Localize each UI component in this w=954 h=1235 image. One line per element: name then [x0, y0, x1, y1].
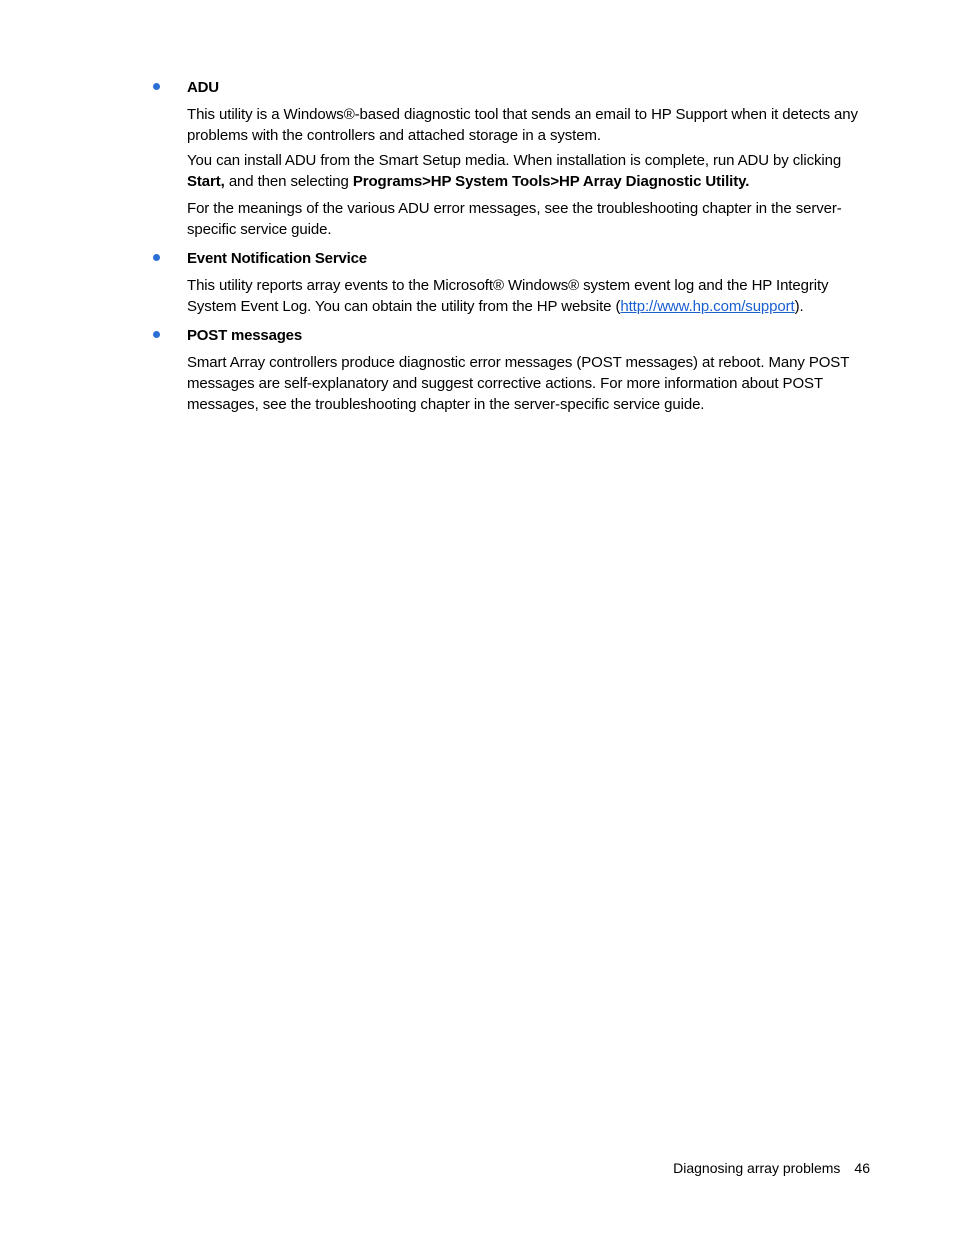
page-footer [673, 1158, 870, 1178]
heading-event-notification: Event Notification Service [187, 250, 367, 267]
section-event-notification [150, 249, 875, 317]
section-post-messages [150, 326, 875, 415]
event-notification-text-a: This utility reports array events to the Microsoft® Windows® system event log and the HP Integrity System Event Log. You can obtain the utility from the HP website ( [187, 277, 829, 315]
paragraph-event-notification [150, 275, 875, 317]
paragraph-adu-description [150, 104, 875, 146]
adu-install-menu-path: Programs>HP System Tools>HP Array Diagnostic Utility. [352, 173, 750, 190]
footer-page-number: 46 [854, 1160, 870, 1176]
post-messages-text: Smart Array controllers produce diagnostic error messages (POST messages) at reboot. Many POST messages are self-explanatory and suggest corrective actions. For more information about POST messages, see the troubleshooting chapter in the server-specific service guide. [187, 354, 849, 413]
bullet-icon [153, 83, 160, 90]
bullet-row-post-messages [150, 326, 875, 346]
footer-section-title: Diagnosing array problems [673, 1160, 841, 1176]
bullet-icon [153, 254, 160, 261]
event-notification-text-b: ). [794, 298, 804, 315]
adu-install-text-b: and then selecting [224, 173, 353, 190]
adu-description-text: This utility is a Windows®-based diagnostic tool that sends an email to HP Support when it detects any problems with the controllers and attached storage in a system. [187, 106, 858, 144]
paragraph-adu-errors [150, 198, 875, 240]
heading-adu: ADU [187, 79, 219, 96]
heading-post-messages: POST messages [187, 327, 302, 344]
bullet-row-adu [150, 78, 875, 98]
adu-install-start: Start, [187, 173, 225, 190]
hp-support-link[interactable]: http://www.hp.com/support [620, 298, 795, 315]
paragraph-adu-install [150, 150, 875, 192]
adu-errors-text: For the meanings of the various ADU error messages, see the troubleshooting chapter in the server-specific service guide. [187, 200, 842, 238]
bullet-icon [153, 331, 160, 338]
section-adu [150, 78, 875, 240]
paragraph-post-messages [150, 352, 875, 415]
bullet-row-event-notification [150, 249, 875, 269]
adu-install-text-a: You can install ADU from the Smart Setup media. When installation is complete, run ADU by clicking [187, 152, 842, 169]
